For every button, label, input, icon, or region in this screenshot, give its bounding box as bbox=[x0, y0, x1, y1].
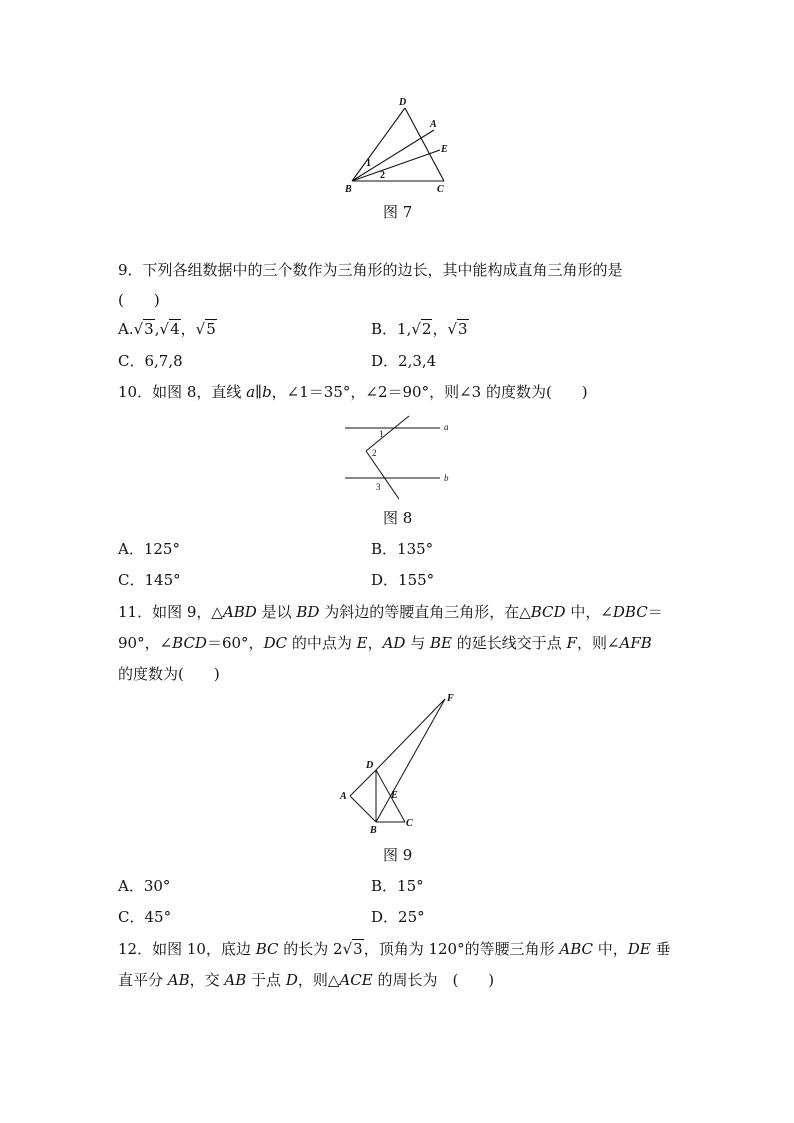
label-c: C bbox=[437, 184, 444, 195]
transversal-upper bbox=[366, 416, 409, 451]
label-line-a: a bbox=[444, 422, 449, 432]
sqrt-4: √4 bbox=[159, 320, 180, 338]
q11-line-1: 11．如图 9，△ABD 是以 BD 为斜边的等腰直角三角形，在△BCD 中，∠DBC＝ bbox=[118, 603, 663, 621]
segment-bf bbox=[376, 699, 445, 822]
transversal-lower bbox=[366, 451, 399, 499]
figure-8 bbox=[335, 415, 465, 505]
label-b: B bbox=[370, 825, 377, 836]
q9-option-d: D．2,3,4 bbox=[371, 352, 437, 370]
q10-option-c: C．145° bbox=[118, 571, 181, 589]
sqrt-3: √3 bbox=[133, 320, 154, 338]
q11-line-3: 的度数为( ) bbox=[118, 665, 220, 683]
q12-line-1: 12．如图 10，底边 BC 的长为 2√3，顶角为 120°的等腰三角形 ABC 中，DE 垂 bbox=[118, 940, 671, 958]
q9-option-a: A.√3,√4，√5 bbox=[118, 320, 216, 338]
label-e: E bbox=[391, 790, 398, 801]
label-c: C bbox=[406, 818, 413, 829]
q9-stem: 9．下列各组数据中的三个数作为三角形的边长，其中能构成直角三角形的是 bbox=[118, 261, 623, 279]
q11-line-2: 90°，∠BCD＝60°，DC 的中点为 E，AD 与 BE 的延长线交于点 F，则∠AFB bbox=[118, 634, 652, 652]
segment-df bbox=[376, 699, 445, 770]
angle-1: 1 bbox=[366, 158, 371, 169]
q9-option-c: C．6,7,8 bbox=[118, 352, 183, 370]
sqrt-3b: √3 bbox=[447, 320, 468, 338]
label-1: 1 bbox=[379, 429, 384, 439]
label-b: B bbox=[345, 184, 352, 195]
label-3: 3 bbox=[376, 482, 381, 492]
figure-7-caption: 图 7 bbox=[383, 203, 413, 221]
label-line-b: b bbox=[444, 473, 449, 483]
label-2: 2 bbox=[372, 448, 377, 458]
figure-9 bbox=[335, 690, 465, 840]
q9-answer-paren: ( ) bbox=[118, 291, 160, 309]
segment-ab bbox=[350, 796, 376, 822]
figure-7 bbox=[330, 90, 470, 200]
q10-option-d: D．155° bbox=[371, 571, 435, 589]
sqrt-2: √2 bbox=[411, 320, 432, 338]
q12-line-2: 直平分 AB，交 AB 于点 D，则△ACE 的周长为 ( ) bbox=[118, 971, 495, 989]
q10-option-b: B．135° bbox=[371, 540, 434, 558]
sqrt-5: √5 bbox=[195, 320, 216, 338]
q11-option-d: D．25° bbox=[371, 908, 425, 926]
label-a: A bbox=[430, 119, 437, 130]
label-d: D bbox=[366, 760, 374, 771]
q10-stem: 10．如图 8，直线 a∥b，∠1＝35°，∠2＝90°，则∠3 的度数为( ) bbox=[118, 383, 588, 401]
figure-8-caption: 图 8 bbox=[383, 509, 413, 527]
label-d: D bbox=[399, 97, 407, 108]
label-e: E bbox=[441, 144, 448, 155]
segment-ba bbox=[352, 130, 434, 181]
segment-bd bbox=[352, 108, 405, 181]
figure-9-caption: 图 9 bbox=[383, 846, 413, 864]
angle-2: 2 bbox=[380, 170, 385, 181]
sqrt-3-q12: √3 bbox=[342, 940, 363, 958]
q11-option-b: B．15° bbox=[371, 877, 424, 895]
q9-option-b: B．1,√2，√3 bbox=[371, 320, 468, 338]
q11-option-a: A．30° bbox=[118, 877, 171, 895]
label-f: F bbox=[447, 693, 454, 704]
q11-option-c: C．45° bbox=[118, 908, 172, 926]
q10-option-a: A．125° bbox=[118, 540, 180, 558]
segment-ad bbox=[350, 770, 376, 796]
label-a: A bbox=[340, 791, 347, 802]
